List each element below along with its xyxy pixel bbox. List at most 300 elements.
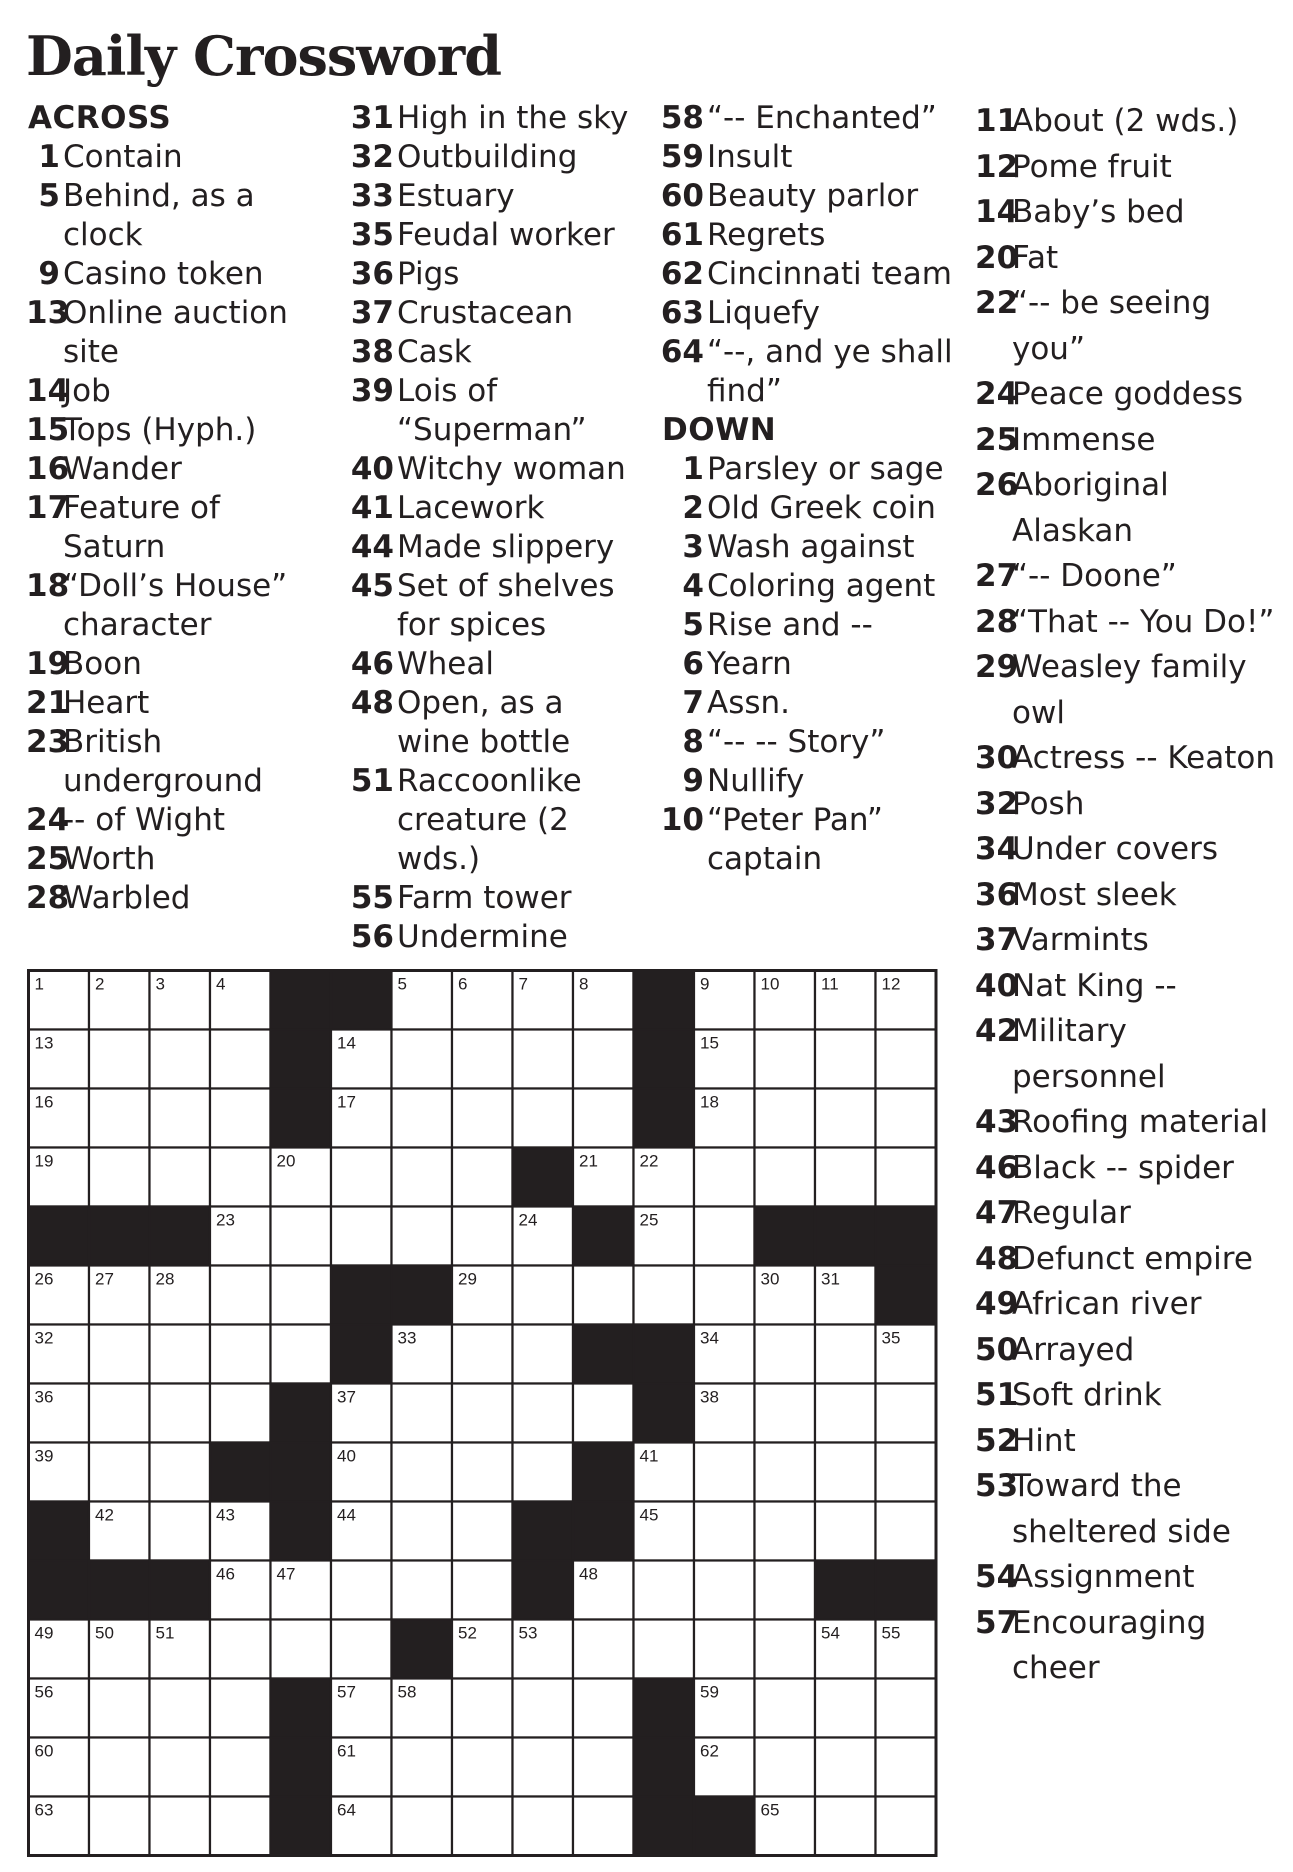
grid-cell[interactable] <box>755 1502 816 1561</box>
cell-number: 52 <box>458 1623 477 1643</box>
clue-text: “--, and ye shall find” <box>707 334 953 409</box>
grid-cell[interactable] <box>150 1738 211 1797</box>
down-clue[interactable] <box>975 1555 1275 1601</box>
grid-cell[interactable] <box>150 1679 211 1738</box>
grid-cell[interactable] <box>876 1679 937 1738</box>
across-clue[interactable] <box>350 645 640 684</box>
cell-number: 16 <box>34 1092 54 1112</box>
cell-number: 34 <box>700 1328 719 1348</box>
black-square <box>815 1207 876 1266</box>
grid-cell[interactable] <box>634 1620 695 1679</box>
clue-number: 59 <box>660 139 704 175</box>
grid-cell[interactable] <box>392 1089 453 1148</box>
grid-cell[interactable] <box>815 1443 876 1502</box>
down-clue[interactable] <box>660 528 960 567</box>
cell-number: 18 <box>700 1092 719 1112</box>
grid-cell[interactable] <box>210 1030 271 1089</box>
cell-number: 1 <box>34 974 44 994</box>
clue-number: 22 <box>975 285 1019 321</box>
black-square <box>29 1561 90 1620</box>
down-clue[interactable] <box>975 554 1275 600</box>
grid-cell[interactable] <box>452 1502 513 1561</box>
across-clue[interactable] <box>26 567 326 645</box>
grid-cell[interactable] <box>573 1030 634 1089</box>
grid-cell[interactable] <box>513 1738 574 1797</box>
grid-cell[interactable] <box>573 1384 634 1443</box>
down-clue[interactable] <box>975 372 1275 418</box>
across-clue[interactable] <box>350 294 640 333</box>
grid-cell[interactable] <box>150 1443 211 1502</box>
down-clue[interactable] <box>660 762 960 801</box>
across-clue[interactable] <box>660 333 960 411</box>
black-square <box>271 1738 332 1797</box>
down-clue[interactable] <box>660 723 960 762</box>
cell-number: 40 <box>337 1446 356 1466</box>
clue-text: Old Greek coin <box>707 490 936 526</box>
grid-cell[interactable] <box>452 1148 513 1207</box>
across-clue[interactable] <box>660 99 960 138</box>
across-clue[interactable] <box>350 216 640 255</box>
clue-text: “-- Doone” <box>1012 558 1177 594</box>
down-clue[interactable] <box>660 801 960 879</box>
grid-cell[interactable] <box>271 1325 332 1384</box>
clue-text: Roofing material <box>1012 1104 1269 1140</box>
grid-cell[interactable] <box>89 1030 150 1089</box>
across-clue[interactable] <box>660 294 960 333</box>
grid-cell[interactable] <box>452 1384 513 1443</box>
clue-text: -- of Wight <box>63 802 226 838</box>
grid-cell[interactable] <box>513 1089 574 1148</box>
down-clue[interactable] <box>660 567 960 606</box>
cell-number: 39 <box>34 1446 54 1466</box>
down-clue[interactable] <box>975 1282 1275 1328</box>
grid-cell[interactable] <box>392 1148 453 1207</box>
grid-cell[interactable] <box>210 1620 271 1679</box>
grid-cell[interactable] <box>513 1384 574 1443</box>
across-clue[interactable] <box>26 372 326 411</box>
grid-cell[interactable] <box>815 1797 876 1856</box>
black-square <box>513 1148 574 1207</box>
grid-cell[interactable] <box>694 1207 755 1266</box>
grid-cell[interactable] <box>89 1679 150 1738</box>
across-clue[interactable] <box>660 255 960 294</box>
grid-cell[interactable] <box>755 1738 816 1797</box>
grid-cell[interactable] <box>89 1325 150 1384</box>
down-clue[interactable] <box>975 236 1275 282</box>
grid-cell[interactable] <box>89 1384 150 1443</box>
cell-number: 10 <box>760 974 780 994</box>
grid-cell[interactable] <box>634 1561 695 1620</box>
down-clue[interactable] <box>975 1464 1275 1555</box>
cell-number: 24 <box>518 1210 538 1230</box>
down-clue[interactable] <box>975 463 1275 554</box>
clue-column-4 <box>975 99 1275 1692</box>
clue-number: 37 <box>975 922 1019 958</box>
cell-number: 35 <box>881 1328 901 1348</box>
grid-cell[interactable] <box>876 1738 937 1797</box>
across-clue[interactable] <box>660 138 960 177</box>
grid-cell[interactable] <box>573 1679 634 1738</box>
cell-number: 47 <box>276 1564 296 1584</box>
black-square <box>29 1207 90 1266</box>
cell-number: 54 <box>821 1623 840 1643</box>
cell-number: 23 <box>216 1210 235 1230</box>
grid-cell[interactable] <box>694 1502 755 1561</box>
grid-cell[interactable] <box>573 1738 634 1797</box>
cell-number: 42 <box>95 1505 114 1525</box>
grid-cell[interactable] <box>513 1325 574 1384</box>
grid-cell[interactable] <box>150 1325 211 1384</box>
down-clue[interactable] <box>975 873 1275 919</box>
clue-number: 60 <box>660 178 704 214</box>
clue-number: 4 <box>682 568 704 604</box>
across-clue[interactable] <box>26 645 326 684</box>
clue-text: British underground <box>63 724 263 799</box>
across-clue[interactable] <box>350 177 640 216</box>
crossword-grid[interactable] <box>27 969 939 1858</box>
cell-number: 30 <box>760 1269 780 1289</box>
down-clue[interactable] <box>975 1146 1275 1192</box>
down-clue[interactable] <box>975 645 1275 736</box>
grid-cell[interactable] <box>210 1148 271 1207</box>
down-clue[interactable] <box>660 489 960 528</box>
clue-text: Defunct empire <box>1012 1240 1253 1277</box>
down-clue[interactable] <box>975 1009 1275 1100</box>
clue-text: Most sleek <box>1012 876 1177 913</box>
across-clue[interactable] <box>26 255 326 294</box>
clue-number: 1 <box>38 139 60 175</box>
grid-cell[interactable] <box>815 1384 876 1443</box>
cell-number: 17 <box>337 1092 356 1112</box>
down-heading: DOWN <box>662 412 777 448</box>
cell-number: 22 <box>639 1151 659 1171</box>
black-square <box>271 1679 332 1738</box>
down-clue[interactable] <box>975 281 1275 372</box>
grid-cell[interactable] <box>755 1089 816 1148</box>
black-square <box>815 1561 876 1620</box>
black-square <box>150 1561 211 1620</box>
grid-cell[interactable] <box>392 1443 453 1502</box>
grid-cell[interactable] <box>755 1561 816 1620</box>
grid-cell[interactable] <box>331 1148 392 1207</box>
cell-number: 57 <box>337 1682 356 1702</box>
clue-text: Varmints <box>1012 922 1149 958</box>
across-clue[interactable] <box>26 801 326 840</box>
down-clue[interactable] <box>975 1237 1275 1283</box>
grid-cell[interactable] <box>573 1266 634 1325</box>
clue-number: 56 <box>350 919 394 955</box>
across-clue[interactable] <box>350 99 640 138</box>
grid-cell[interactable] <box>815 1502 876 1561</box>
down-clue[interactable] <box>975 827 1275 873</box>
clue-number: 49 <box>975 1286 1019 1322</box>
grid-cell[interactable] <box>392 1502 453 1561</box>
grid-cell[interactable] <box>392 1384 453 1443</box>
grid-cell[interactable] <box>694 1443 755 1502</box>
grid-cell[interactable] <box>150 1089 211 1148</box>
grid-cell[interactable] <box>89 1089 150 1148</box>
across-clue[interactable] <box>660 216 960 255</box>
clue-text: Hint <box>1012 1422 1076 1459</box>
clue-number: 3 <box>682 529 704 565</box>
grid-cell[interactable] <box>815 1030 876 1089</box>
down-clue[interactable] <box>975 736 1275 782</box>
cell-number: 9 <box>700 974 710 994</box>
grid-cell[interactable] <box>452 1738 513 1797</box>
grid-cell[interactable] <box>452 1797 513 1856</box>
across-clue[interactable] <box>350 528 640 567</box>
cell-number: 26 <box>34 1269 54 1289</box>
down-clue[interactable] <box>660 450 960 489</box>
clue-number: 61 <box>660 217 704 253</box>
clue-number: 31 <box>350 100 394 136</box>
clue-text: Actress -- Keaton <box>1012 740 1276 776</box>
grid-cell[interactable] <box>392 1030 453 1089</box>
grid-cell[interactable] <box>150 1148 211 1207</box>
across-clue[interactable] <box>350 489 640 528</box>
grid-cell[interactable] <box>755 1325 816 1384</box>
clue-text: Feature of Saturn <box>63 490 220 565</box>
grid-cell[interactable] <box>755 1620 816 1679</box>
grid-cell[interactable] <box>210 1325 271 1384</box>
grid-cell[interactable] <box>452 1089 513 1148</box>
across-clue[interactable] <box>660 177 960 216</box>
grid-cell[interactable] <box>634 1266 695 1325</box>
grid-cell[interactable] <box>876 1502 937 1561</box>
down-clue[interactable] <box>975 964 1275 1010</box>
grid-cell[interactable] <box>89 1148 150 1207</box>
grid-cell[interactable] <box>815 1325 876 1384</box>
across-clue[interactable] <box>26 450 326 489</box>
cell-number: 41 <box>639 1446 659 1466</box>
clue-text: Behind, as a clock <box>63 178 255 253</box>
across-clue[interactable] <box>26 138 326 177</box>
grid-cell[interactable] <box>755 1384 816 1443</box>
clue-text: Farm tower <box>397 880 572 916</box>
down-clue[interactable] <box>975 782 1275 828</box>
clue-text: Assn. <box>707 685 791 721</box>
clue-number: 6 <box>682 646 704 682</box>
down-clue[interactable] <box>975 1419 1275 1465</box>
grid-cell[interactable] <box>755 1443 816 1502</box>
down-clue[interactable] <box>975 1601 1275 1692</box>
grid-cell[interactable] <box>452 1207 513 1266</box>
clue-text: Parsley or sage <box>707 451 944 487</box>
across-clue[interactable] <box>350 879 640 918</box>
grid-cell[interactable] <box>271 1207 332 1266</box>
black-square <box>392 1266 453 1325</box>
grid-cell[interactable] <box>210 1266 271 1325</box>
clue-text: Wheal <box>397 646 494 682</box>
grid-cell[interactable] <box>271 1620 332 1679</box>
across-clue[interactable] <box>350 918 640 957</box>
down-clue[interactable] <box>975 1191 1275 1237</box>
grid-cell[interactable] <box>210 1089 271 1148</box>
across-clue[interactable] <box>26 840 326 879</box>
clue-number: 19 <box>26 646 70 682</box>
grid-cell[interactable] <box>815 1679 876 1738</box>
grid-cell[interactable] <box>89 1738 150 1797</box>
black-square <box>634 1030 695 1089</box>
black-square <box>634 1738 695 1797</box>
across-clue[interactable] <box>350 762 640 879</box>
grid-cell[interactable] <box>513 1266 574 1325</box>
clue-number: 51 <box>975 1377 1019 1413</box>
black-square <box>271 1384 332 1443</box>
clue-text: Cincinnati team <box>707 256 952 292</box>
grid-cell[interactable] <box>513 1797 574 1856</box>
across-clue[interactable] <box>26 489 326 567</box>
clue-number: 23 <box>26 724 70 760</box>
grid-cell[interactable] <box>755 1148 816 1207</box>
clue-text: Boon <box>63 646 142 682</box>
grid-cell[interactable] <box>876 1797 937 1856</box>
grid-cell[interactable] <box>815 1089 876 1148</box>
grid-cell[interactable] <box>815 1148 876 1207</box>
black-square <box>876 1266 937 1325</box>
cell-number: 33 <box>397 1328 417 1348</box>
clue-number: 24 <box>26 802 70 838</box>
across-clue[interactable] <box>350 255 640 294</box>
grid-cell[interactable] <box>694 1148 755 1207</box>
clue-number: 57 <box>975 1604 1019 1641</box>
grid-cell[interactable] <box>392 1561 453 1620</box>
down-clue[interactable] <box>975 1373 1275 1419</box>
grid-cell[interactable] <box>392 1797 453 1856</box>
across-clue[interactable] <box>350 567 640 645</box>
down-clue[interactable] <box>660 684 960 723</box>
across-clue[interactable] <box>26 879 326 918</box>
across-clue[interactable] <box>350 333 640 372</box>
grid-cell[interactable] <box>452 1443 513 1502</box>
grid-cell[interactable] <box>210 1738 271 1797</box>
clue-number: 46 <box>350 646 394 682</box>
grid-cell[interactable] <box>452 1325 513 1384</box>
clue-column-3 <box>660 99 960 879</box>
grid-cell[interactable] <box>755 1679 816 1738</box>
cell-number: 25 <box>639 1210 659 1230</box>
black-square <box>876 1207 937 1266</box>
down-clue[interactable] <box>975 99 1275 145</box>
grid-cell[interactable] <box>452 1679 513 1738</box>
clue-number: 1 <box>682 451 704 487</box>
grid-cell[interactable] <box>876 1148 937 1207</box>
down-clue[interactable] <box>975 418 1275 464</box>
clue-text: Lois of “Superman” <box>397 373 587 448</box>
clue-text: Regrets <box>707 217 826 253</box>
cell-number: 7 <box>518 974 528 994</box>
down-clue[interactable] <box>975 600 1275 646</box>
grid-cell[interactable] <box>694 1561 755 1620</box>
clue-text: Worth <box>63 841 156 877</box>
grid-cell[interactable] <box>150 1384 211 1443</box>
grid-cell[interactable] <box>815 1738 876 1797</box>
grid-cell[interactable] <box>331 1620 392 1679</box>
grid-cell[interactable] <box>150 1502 211 1561</box>
grid-cell[interactable] <box>573 1089 634 1148</box>
grid-cell[interactable] <box>392 1738 453 1797</box>
grid-cell[interactable] <box>89 1443 150 1502</box>
down-clue[interactable] <box>975 918 1275 964</box>
across-clue[interactable] <box>350 450 640 489</box>
grid-cell[interactable] <box>513 1679 574 1738</box>
grid-cell[interactable] <box>392 1207 453 1266</box>
clue-number: 5 <box>682 607 704 643</box>
grid-cell[interactable] <box>513 1443 574 1502</box>
clue-text: “-- be seeing you” <box>1012 285 1212 367</box>
across-clue[interactable] <box>26 723 326 801</box>
grid-cell[interactable] <box>210 1384 271 1443</box>
grid-cell[interactable] <box>694 1266 755 1325</box>
clue-number: 54 <box>975 1559 1019 1595</box>
grid-cell[interactable] <box>452 1561 513 1620</box>
across-clue[interactable] <box>26 684 326 723</box>
across-clue[interactable] <box>26 177 326 255</box>
clue-number: 21 <box>26 685 70 721</box>
clue-text: Pome fruit <box>1012 148 1172 185</box>
down-clue[interactable] <box>660 606 960 645</box>
clue-text: Insult <box>707 139 793 175</box>
grid-cell[interactable] <box>271 1266 332 1325</box>
grid-cell[interactable] <box>755 1030 816 1089</box>
clue-number: 20 <box>975 239 1019 276</box>
clue-text: Lacework <box>397 490 545 526</box>
cell-number: 8 <box>579 974 589 994</box>
grid-cell[interactable] <box>150 1030 211 1089</box>
grid-cell[interactable] <box>876 1030 937 1089</box>
clue-text: Wander <box>63 451 182 487</box>
clue-number: 45 <box>350 568 394 604</box>
across-clue[interactable] <box>350 684 640 762</box>
clue-number: 9 <box>682 763 704 799</box>
grid-cell[interactable] <box>210 1797 271 1856</box>
across-clue[interactable] <box>350 138 640 177</box>
grid-cell[interactable] <box>331 1561 392 1620</box>
grid-cell[interactable] <box>573 1797 634 1856</box>
clue-column-1 <box>26 99 326 918</box>
grid-cell[interactable] <box>150 1797 211 1856</box>
clue-text: “Peter Pan” captain <box>707 802 883 877</box>
clue-number: 24 <box>975 376 1019 412</box>
down-clue[interactable] <box>975 145 1275 191</box>
clue-text: Posh <box>1012 785 1085 822</box>
grid-cell[interactable] <box>876 1443 937 1502</box>
cell-number: 63 <box>34 1800 54 1820</box>
grid-cell[interactable] <box>331 1207 392 1266</box>
grid-cell[interactable] <box>876 1089 937 1148</box>
down-clue[interactable] <box>975 1100 1275 1146</box>
grid-cell[interactable] <box>89 1797 150 1856</box>
down-clue[interactable] <box>660 645 960 684</box>
across-clue[interactable] <box>26 411 326 450</box>
grid-cell[interactable] <box>876 1384 937 1443</box>
clue-number: 48 <box>350 685 394 721</box>
grid-cell[interactable] <box>694 1620 755 1679</box>
down-clue[interactable] <box>975 190 1275 236</box>
grid-cell[interactable] <box>210 1679 271 1738</box>
clue-text: Undermine <box>397 919 568 955</box>
clue-number: 48 <box>975 1240 1019 1277</box>
clue-text: Yearn <box>707 646 792 682</box>
grid-cell[interactable] <box>573 1620 634 1679</box>
grid-cell[interactable] <box>513 1030 574 1089</box>
down-clue[interactable] <box>975 1328 1275 1374</box>
grid-cell[interactable] <box>452 1030 513 1089</box>
across-clue[interactable] <box>350 372 640 450</box>
black-square <box>573 1325 634 1384</box>
across-clue[interactable] <box>26 294 326 372</box>
clue-number: 52 <box>975 1422 1019 1459</box>
